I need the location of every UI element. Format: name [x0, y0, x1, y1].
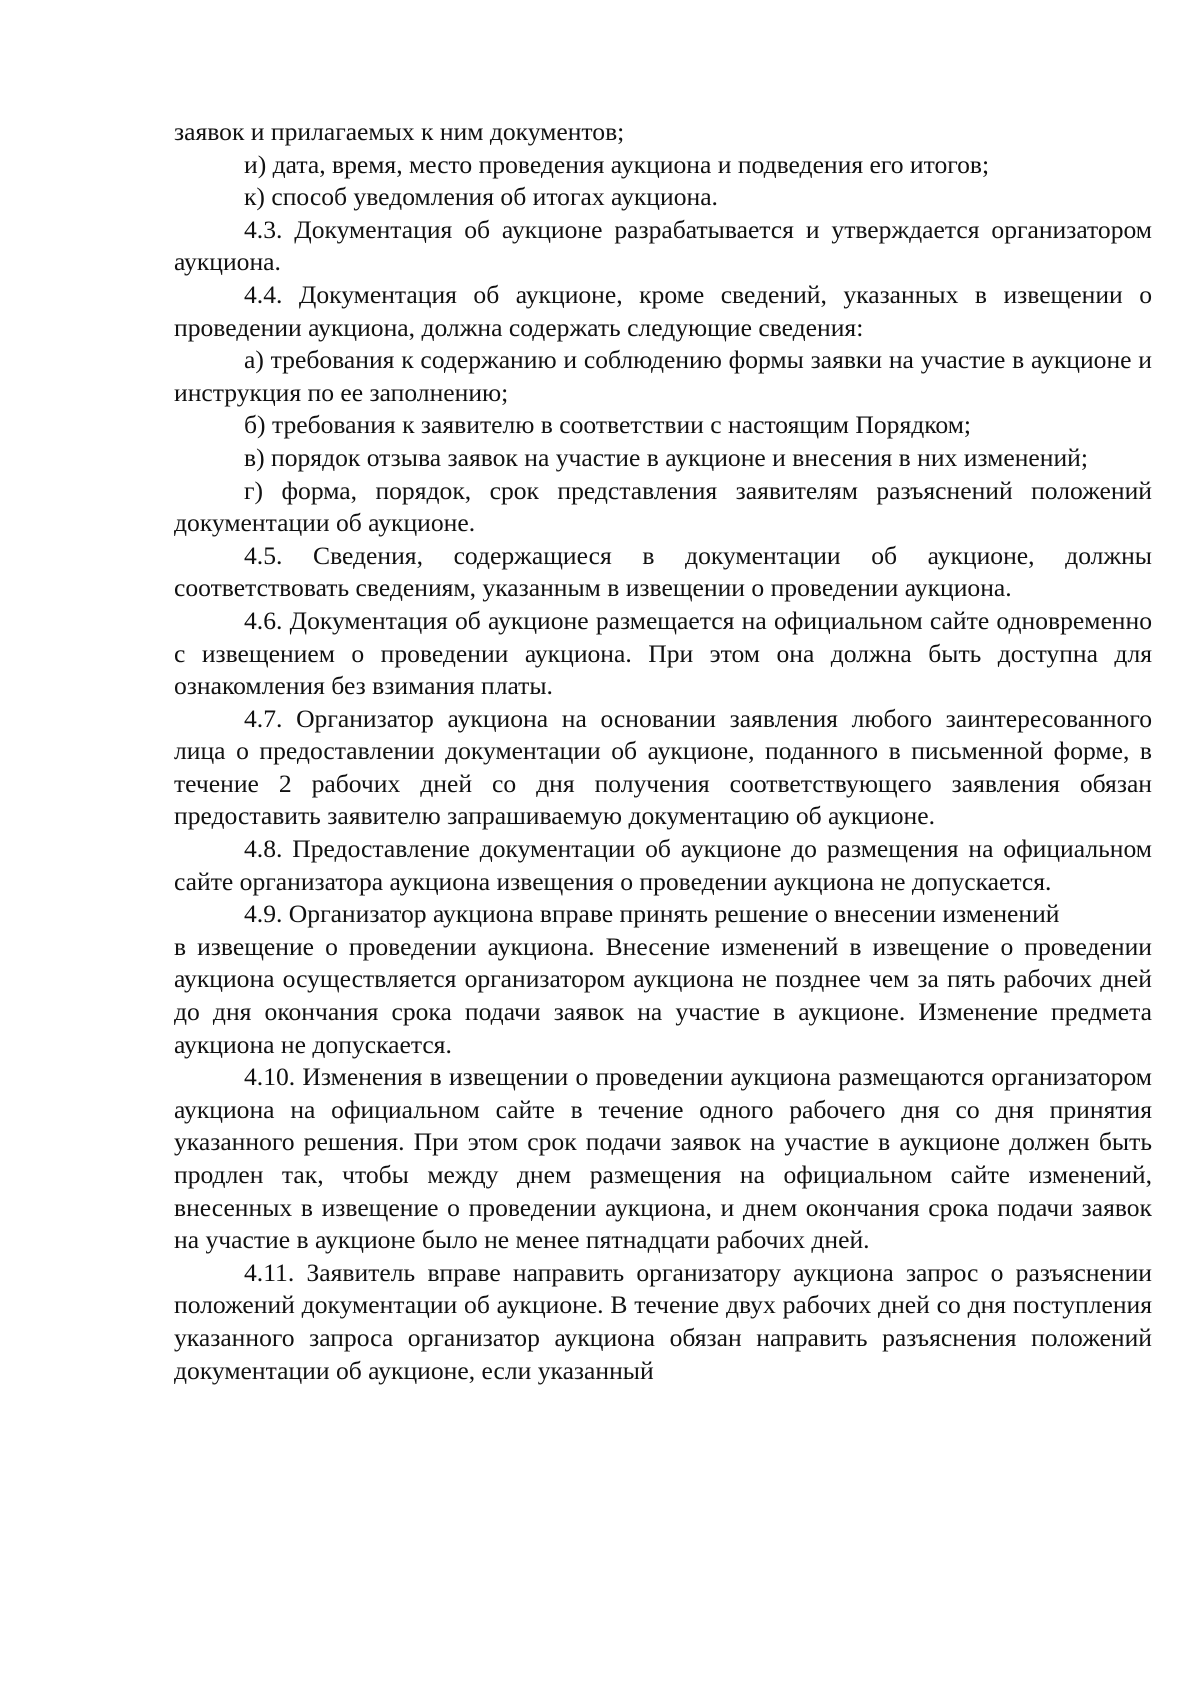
- document-body: [174, 116, 1152, 1387]
- paragraph-4-11: 4.11. Заявитель вправе направить организатору аукциона запрос о разъяснении положений документации об аукционе. В течение двух рабочих дней со дня поступления указанного запроса организатор аукциона обязан направить разъяснения положений документации об аукционе, если указанный: [174, 1257, 1152, 1385]
- paragraph-4-9: 4.9. Организатор аукциона вправе принять решение о внесении изменений: [244, 899, 1060, 929]
- paragraph-item-b: б) требования к заявителю в соответствии с настоящим Порядком;: [244, 410, 971, 440]
- paragraph-4-4: 4.4. Документация об аукционе, кроме сведений, указанных в извещении о проведении аукциона, должна содержать следующие сведения:: [174, 279, 1152, 342]
- paragraph-item-a: а) требования к содержанию и соблюдению формы заявки на участие в аукционе и инструкция по ее заполнению;: [174, 345, 1152, 407]
- paragraph-4-6: 4.6. Документация об аукционе размещается на официальном сайте одновременно с извещением о проведении аукциона. При этом она должна быть доступна для ознакомления без взимания платы.: [174, 605, 1152, 701]
- paragraph-item-i: и) дата, время, место проведения аукциона и подведения его итогов;: [244, 149, 990, 179]
- paragraph-item-g: г) форма, порядок, срок представления заявителям разъяснений положений документации об аукционе.: [174, 475, 1152, 538]
- paragraph-4-9-continuation: в извещение о проведении аукциона. Внесение изменений в извещение о проведении аукциона осуществляется организатором аукциона не позднее чем за пять рабочих дней до дня окончания срока подачи заявок на участие в аукционе. Изменение предмета аукциона не допускается.: [174, 931, 1152, 1059]
- paragraph-item-k: к) способ уведомления об итогах аукциона.: [244, 182, 718, 212]
- paragraph-continuation: заявок и прилагаемых к ним документов;: [174, 117, 625, 146]
- paragraph-4-5: 4.5. Сведения, содержащиеся в документации об аукционе, должны соответствовать сведениям, указанным в извещении о проведении аукциона.: [174, 540, 1152, 603]
- paragraph-4-3: 4.3. Документация об аукционе разрабатывается и утверждается организатором аукциона.: [174, 214, 1152, 277]
- paragraph-4-7: 4.7. Организатор аукциона на основании заявления любого заинтересованного лица о предоставлении документации об аукционе, поданного в письменной форме, в течение 2 рабочих дней со дня получения соответствующего заявления обязан предоставить заявителю запрашиваемую документацию об аукционе.: [174, 703, 1152, 831]
- paragraph-4-10: 4.10. Изменения в извещении о проведении аукциона размещаются организатором аукциона на официальном сайте в течение одного рабочего дня со дня принятия указанного решения. При этом срок подачи заявок на участие в аукционе должен быть продлен так, чтобы между днем размещения на официальном сайте изменений, внесенных в извещение о проведении аукциона, и днем окончания срока подачи заявок на участие в аукционе было не менее пятнадцати рабочих дней.: [174, 1062, 1152, 1255]
- paragraph-item-v: в) порядок отзыва заявок на участие в аукционе и внесения в них изменений;: [244, 442, 1088, 472]
- paragraph-4-8: 4.8. Предоставление документации об аукционе до размещения на официальном сайте организатора аукциона извещения о проведении аукциона не допускается.: [174, 834, 1152, 896]
